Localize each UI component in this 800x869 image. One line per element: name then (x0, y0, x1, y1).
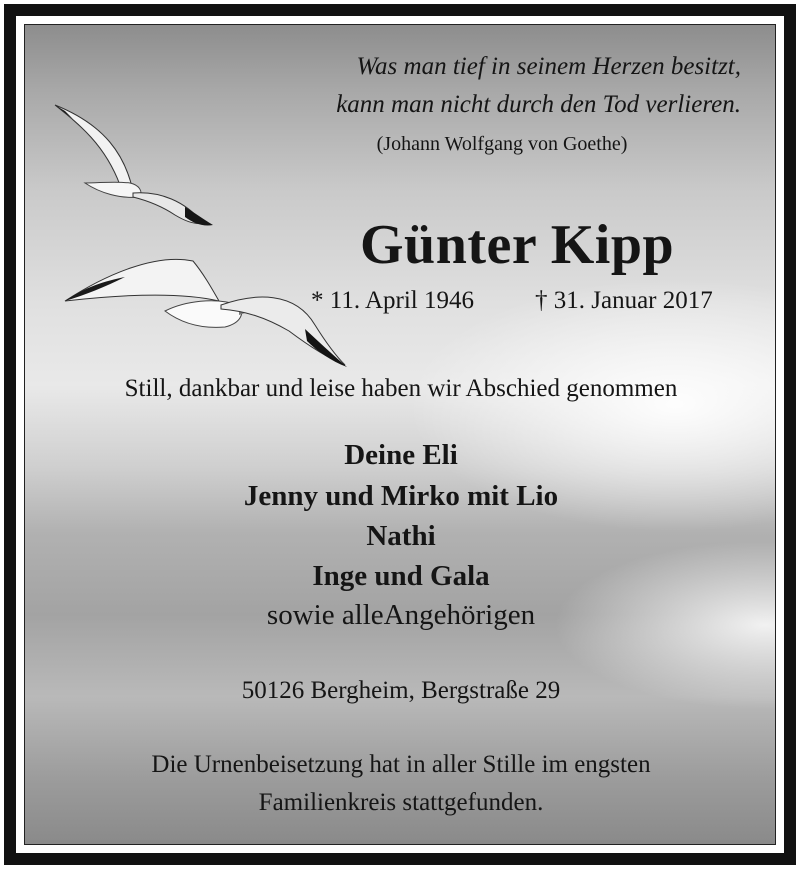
mourner-line: Inge und Gala (312, 560, 490, 592)
mourner-line: Jenny und Mirko mit Lio (243, 480, 559, 512)
quote-line-2: kann man nicht durch den Tod verlieren. (336, 91, 741, 118)
mourner-line: Deine Eli (344, 439, 458, 471)
burial-note-line-2: Familienkreis stattgefunden. (258, 789, 544, 816)
mourner-line: Nathi (366, 520, 436, 552)
birth-date: * 11. April 1946 (311, 287, 474, 314)
farewell-text: Still, dankbar und leise haben wir Abschied genommen (124, 375, 678, 402)
obituary-notice (24, 24, 776, 845)
burial-note-line-1: Die Urnenbeisetzung hat in aller Stille im engsten (151, 751, 651, 778)
address: 50126 Bergheim, Bergstraße 29 (241, 677, 561, 704)
quote-author: (Johann Wolfgang von Goethe) (376, 133, 628, 155)
mourner-line-relatives: sowie alleAngehörigen (266, 599, 536, 631)
quote-line-1: Was man tief in seinem Herzen besitzt, (356, 53, 741, 80)
death-date: † 31. Januar 2017 (535, 287, 713, 314)
seagull-lower (65, 259, 347, 367)
deceased-name: Günter Kipp (360, 214, 675, 276)
seagull-upper (55, 105, 213, 226)
